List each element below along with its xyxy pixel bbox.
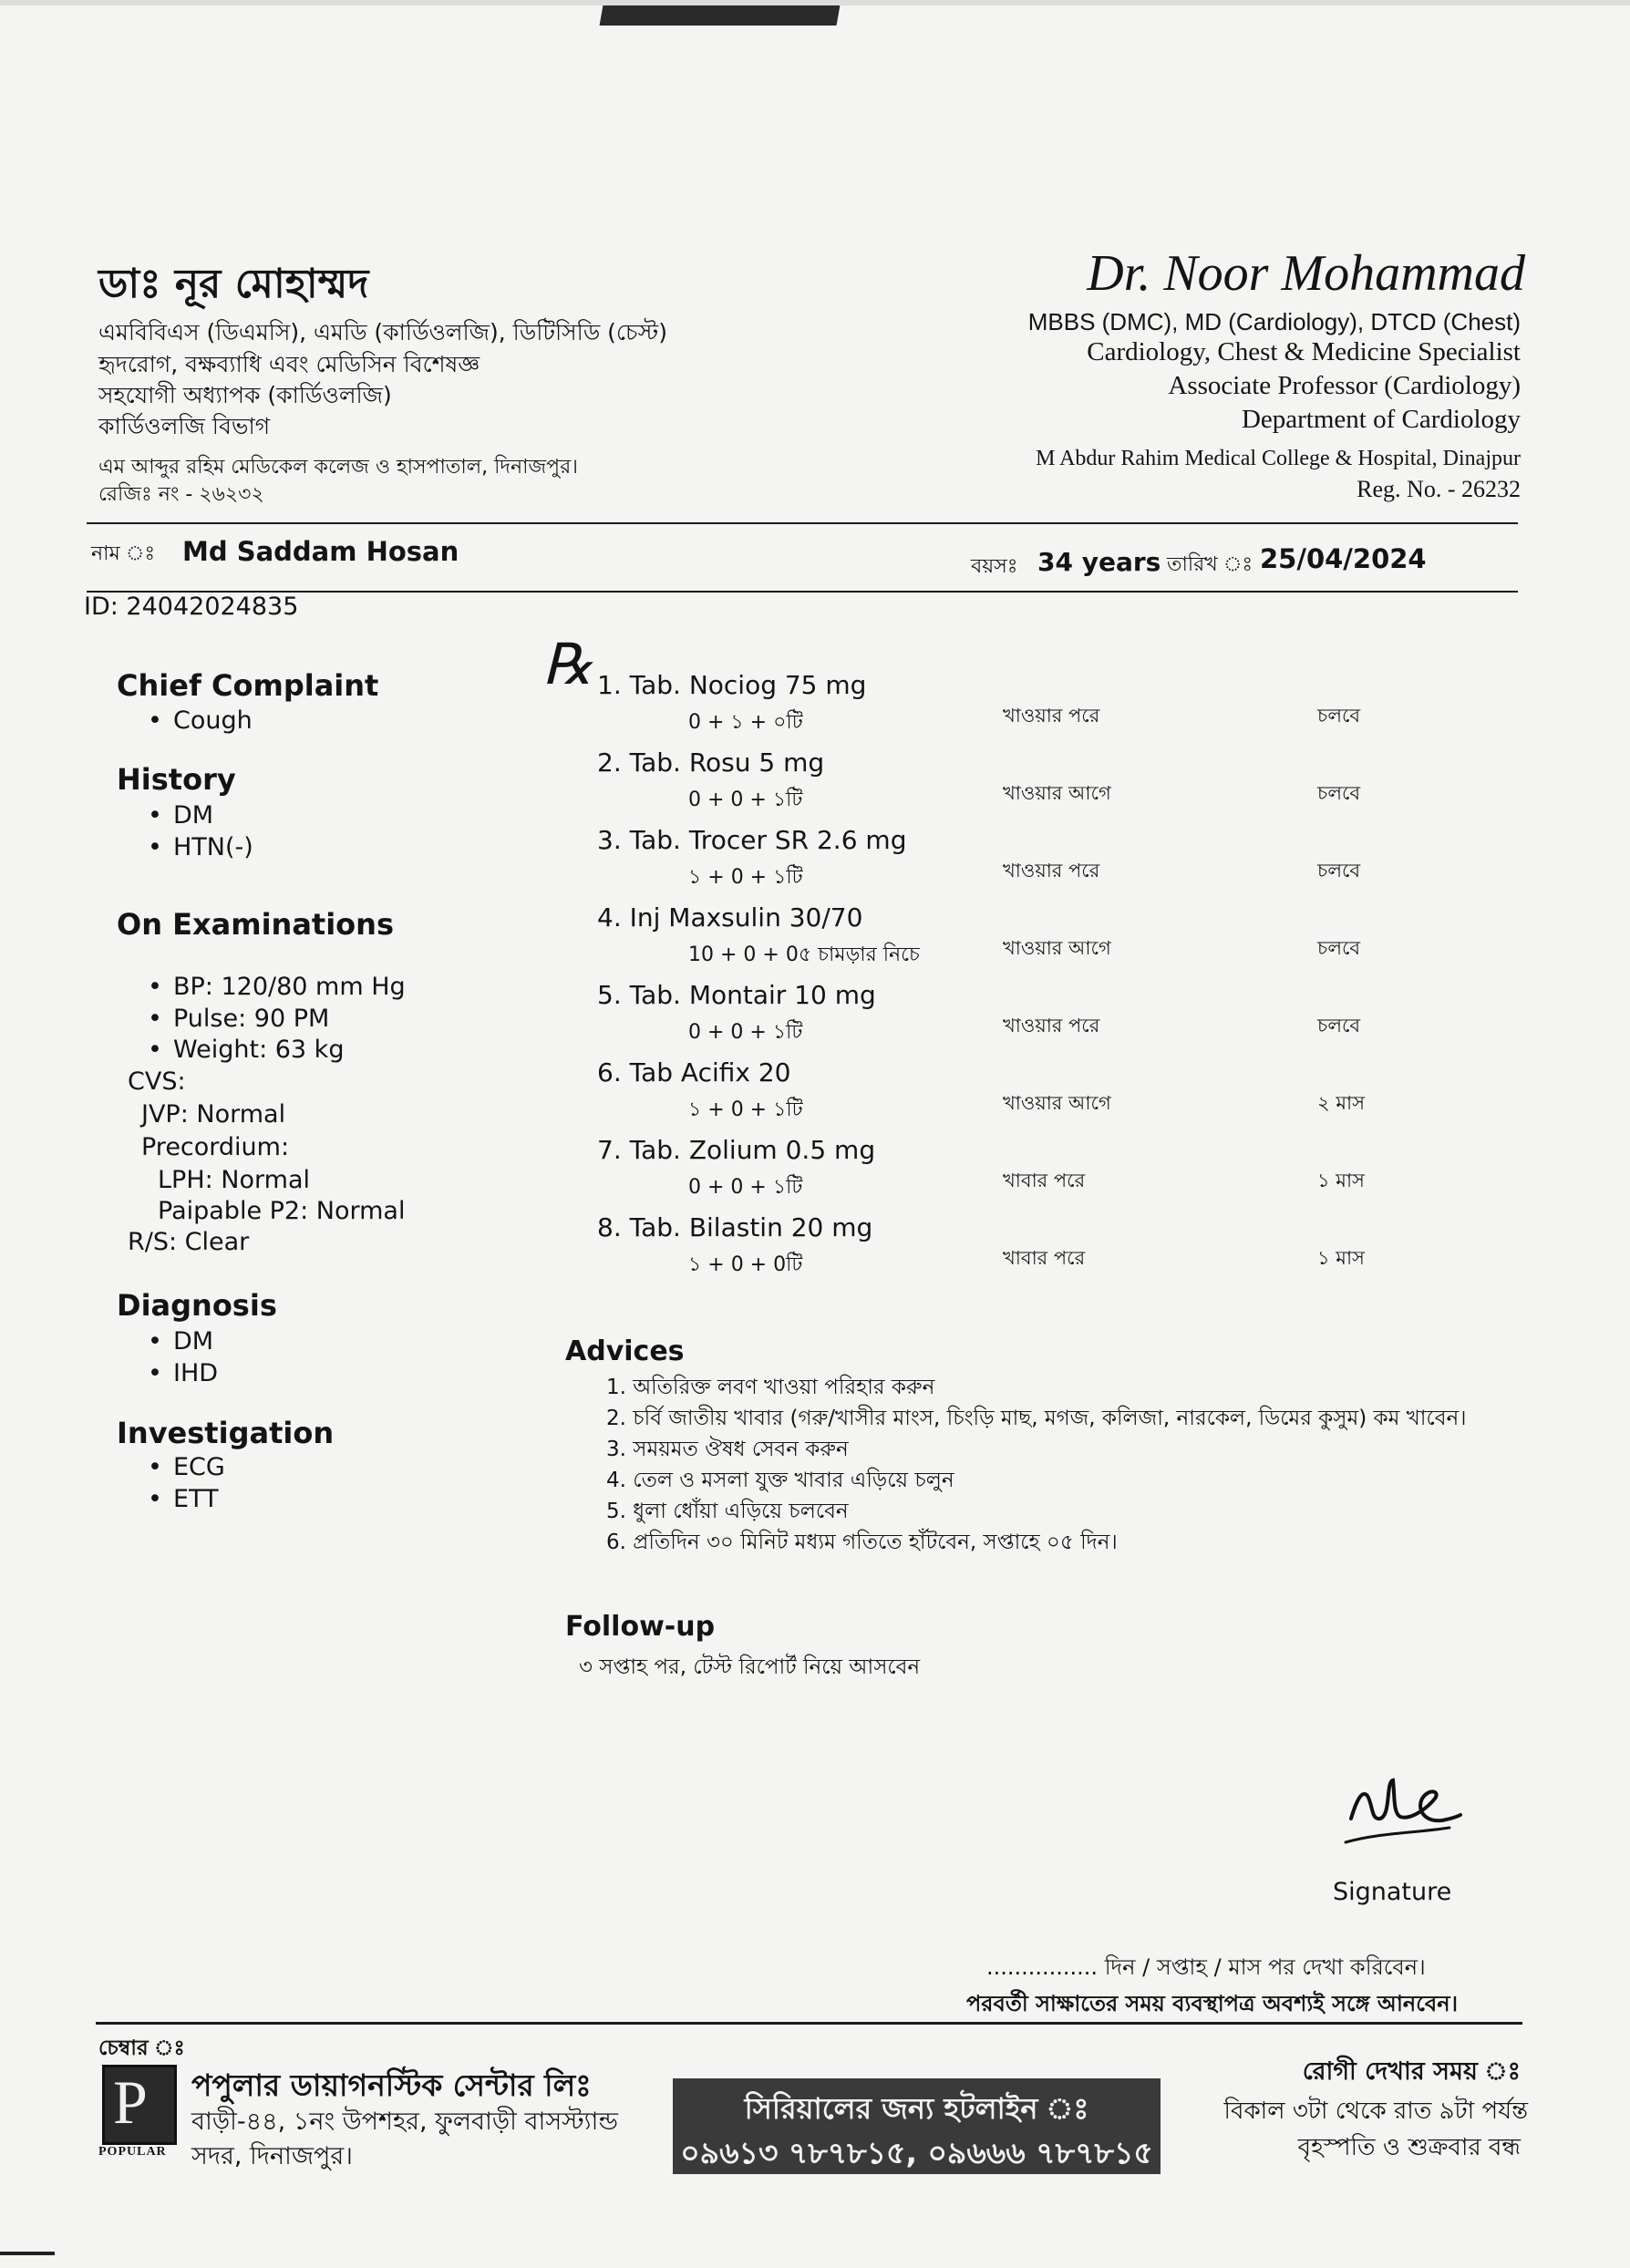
patient-name: Md Saddam Hosan: [182, 536, 459, 567]
examinations-title: On Examinations: [117, 907, 394, 942]
bottom-edge-mark: [0, 2252, 55, 2255]
duration: চলবে: [1317, 937, 1361, 959]
prescription-row: [597, 902, 1418, 975]
list-item: • IHD: [137, 1358, 218, 1390]
chamber-label: চেম্বার ঃ: [98, 2036, 185, 2060]
next-visit-note: পরবর্তী সাক্ষাতের সময় ব্যবস্থাপত্র অবশ্যই সঙ্গে আনবেন।: [966, 1991, 1459, 2016]
patient-rule: [87, 591, 1518, 593]
dosage-schedule: 0 + 0 + ১টি: [688, 1021, 803, 1044]
diagnosis-title: Diagnosis: [117, 1288, 277, 1323]
diagnosis-list: [137, 1326, 218, 1389]
duration: ১ মাস: [1317, 1247, 1365, 1269]
hotline-title: সিরিয়ালের জন্য হটলাইন ঃ: [744, 2091, 1089, 2126]
patient-age: 34 years: [1037, 547, 1161, 577]
footer-rule: [96, 2022, 1522, 2025]
diagnostic-center-address-1: বাড়ী-৪৪, ১নং উপশহর, ফুলবাড়ী বাসস্ট্যান্ড: [191, 2108, 618, 2136]
doctor-reg-bn: রেজিঃ নং - ২৬২৩২: [98, 483, 264, 506]
hotline-numbers: ০৯৬১৩ ৭৮৭৮১৫, ০৯৬৬৬ ৭৮৭৮১৫: [680, 2135, 1153, 2170]
logo-letter: P: [113, 2067, 148, 2137]
jvp-finding: JVP: Normal: [141, 1100, 286, 1129]
patient-name-label: নাম ঃ: [91, 542, 156, 565]
meal-timing: খাওয়ার পরে: [1003, 860, 1100, 881]
visiting-time-line: বিকাল ৩টা থেকে রাত ৯টা পর্যন্ত: [1223, 2098, 1528, 2125]
medicine-name: 3. Tab. Trocer SR 2.6 mg: [597, 825, 907, 855]
doctor-position-en: Associate Professor (Cardiology): [1168, 371, 1521, 400]
chief-complaint-title: Chief Complaint: [117, 668, 379, 703]
medicine-name: 5. Tab. Montair 10 mg: [597, 980, 876, 1010]
dosage-schedule: 0 + 0 + ১টি: [688, 1176, 803, 1199]
list-item: • HTN(-): [137, 832, 253, 864]
duration: চলবে: [1317, 705, 1361, 727]
doctor-department-en: Department of Cardiology: [1241, 405, 1521, 434]
doctor-reg-en: Reg. No. - 26232: [1357, 476, 1521, 502]
prescription-row: [597, 825, 1418, 898]
doctor-degrees-en: MBBS (DMC), MD (Cardiology), DTCD (Chest): [1027, 308, 1521, 335]
meal-timing: খাবার পরে: [1003, 1247, 1086, 1269]
signature-mark: [1340, 1764, 1468, 1850]
doctor-position-bn: সহযোগী অধ্যাপক (কার্ডিওলজি): [98, 382, 392, 408]
patient-age-label: বয়সঃ: [971, 555, 1018, 578]
history-title: History: [117, 762, 236, 797]
closed-days: বৃহস্পতি ও শুক্রবার বন্ধ: [1297, 2134, 1521, 2161]
medicine-name: 8. Tab. Bilastin 20 mg: [597, 1212, 873, 1242]
meal-timing: খাওয়ার আগে: [1003, 782, 1111, 804]
investigation-title: Investigation: [117, 1416, 335, 1450]
prescription-row: [597, 980, 1418, 1053]
list-item: • ECG: [137, 1452, 225, 1484]
chief-complaint-list: [137, 706, 253, 737]
advice-item: 4. তেল ও মসলা যুক্ত খাবার এড়িয়ে চলুন: [606, 1469, 954, 1492]
doctor-specialty-en: Cardiology, Chest & Medicine Specialist: [1087, 337, 1521, 366]
doctor-name-bn: ডাঃ নূর মোহাম্মদ: [98, 261, 369, 307]
dosage-schedule: 0 + ১ + ০টি: [688, 711, 803, 734]
meal-timing: খাওয়ার আগে: [1003, 937, 1111, 959]
dosage-schedule: ১ + 0 + ১টি: [688, 1098, 803, 1121]
dosage-schedule: ১ + 0 + ১টি: [688, 866, 803, 889]
signature-label: Signature: [1333, 1878, 1452, 1906]
doctor-name-en: Dr. Noor Mohammad: [1087, 245, 1525, 302]
duration: ১ মাস: [1317, 1170, 1365, 1191]
p2-finding: Paipable P2: Normal: [158, 1197, 406, 1225]
duration: চলবে: [1317, 782, 1361, 804]
doctor-specialty-bn: হৃদরোগ, বক্ষব্যাধি এবং মেডিসিন বিশেষজ্ঞ: [98, 351, 480, 377]
prescription-row: [597, 670, 1418, 743]
revisit-line: ................ দিন / সপ্তাহ / মাস পর দেখা করিবেন।: [986, 1954, 1426, 1980]
rs-finding: R/S: Clear: [128, 1228, 250, 1256]
list-item: • Cough: [137, 706, 253, 737]
prescription-row: [597, 747, 1418, 820]
page-top-edge: [0, 0, 1630, 5]
investigation-list: [137, 1452, 225, 1515]
list-item: • Weight: 63 kg: [137, 1035, 406, 1067]
list-item: • ETT: [137, 1484, 225, 1516]
meal-timing: খাওয়ার পরে: [1003, 705, 1100, 727]
doctor-institution-bn: এম আব্দুর রহিম মেডিকেল কলেজ ও হাসপাতাল, দিনাজপুর।: [98, 456, 579, 479]
diagnostic-center-address-2: সদর, দিনাজপুর।: [191, 2142, 353, 2170]
precordium-label: Precordium:: [141, 1133, 290, 1161]
dosage-schedule: 0 + 0 + ১টি: [688, 789, 803, 811]
history-list: [137, 800, 253, 863]
advice-item: 6. প্রতিদিন ৩০ মিনিট মধ্যম গতিতে হাঁটবেন, সপ্তাহে ০৫ দিন।: [606, 1531, 1118, 1554]
hotline-box: [673, 2078, 1161, 2174]
list-item: • BP: 120/80 mm Hg: [137, 972, 406, 1004]
patient-date: 25/04/2024: [1260, 543, 1427, 574]
prescription-row: [597, 1135, 1418, 1208]
cvs-label: CVS:: [128, 1067, 186, 1096]
duration: চলবে: [1317, 860, 1361, 881]
advices-list: [606, 1372, 1472, 1558]
logo-text: POPULAR: [98, 2145, 167, 2159]
medicine-name: 2. Tab. Rosu 5 mg: [597, 747, 825, 778]
advices-title: Advices: [565, 1335, 685, 1367]
meal-timing: খাবার পরে: [1003, 1170, 1086, 1191]
meal-timing: খাওয়ার আগে: [1003, 1092, 1111, 1114]
duration: চলবে: [1317, 1015, 1361, 1036]
list-item: • DM: [137, 800, 253, 832]
popular-logo: [98, 2065, 181, 2165]
medicine-name: 1. Tab. Nociog 75 mg: [597, 670, 867, 700]
patient-date-label: তারিখ ঃ: [1167, 553, 1253, 576]
prescription-row: [597, 1057, 1418, 1130]
followup-text: ৩ সপ্তাহ পর, টেস্ট রিপোর্ট নিয়ে আসবেন: [579, 1655, 921, 1679]
advice-item: 5. ধুলা ধোঁয়া এড়িয়ে চলবেন: [606, 1500, 849, 1523]
doctor-institution-en: M Abdur Rahim Medical College & Hospital, Dinajpur: [1036, 447, 1521, 470]
lph-finding: LPH: Normal: [158, 1166, 310, 1194]
dosage-schedule: 10 + 0 + 0৫ চামড়ার নিচে: [688, 943, 920, 966]
medicine-name: 7. Tab. Zolium 0.5 mg: [597, 1135, 876, 1165]
meal-timing: খাওয়ার পরে: [1003, 1015, 1100, 1036]
list-item: • DM: [137, 1326, 218, 1358]
doctor-department-bn: কার্ডিওলজি বিভাগ: [98, 413, 271, 439]
prescription-row: [597, 1212, 1418, 1285]
advice-item: 3. সময়মত ঔষধ সেবন করুন: [606, 1438, 849, 1461]
advice-item: 2. চর্বি জাতীয় খাবার (গরু/খাসীর মাংস, চিংড়ি মাছ, মগজ, কলিজা, নারকেল, ডিমের কুসুম) কম খাবেন।: [606, 1407, 1467, 1430]
list-item: • Pulse: 90 PM: [137, 1004, 406, 1036]
rx-symbol: ℞: [542, 631, 593, 697]
visiting-time-title: রোগী দেখার সময় ঃ: [1302, 2057, 1521, 2086]
advice-item: 1. অতিরিক্ত লবণ খাওয়া পরিহার করুন: [606, 1376, 935, 1399]
examinations-list: [137, 972, 406, 1067]
diagnostic-center-name: পপুলার ডায়াগনস্টিক সেন্টার লিঃ: [191, 2067, 592, 2103]
patient-id: ID: 24042024835: [84, 593, 299, 621]
dosage-schedule: ১ + 0 + 0টি: [688, 1253, 803, 1276]
duration: ২ মাস: [1317, 1092, 1365, 1114]
medicine-name: 4. Inj Maxsulin 30/70: [597, 902, 863, 933]
followup-title: Follow-up: [565, 1611, 716, 1643]
medicine-name: 6. Tab Acifix 20: [597, 1057, 791, 1088]
doctor-degrees-bn: এমবিবিএস (ডিএমসি), এমডি (কার্ডিওলজি), ডিটিসিডি (চেস্ট): [98, 319, 667, 345]
header-rule: [87, 522, 1518, 524]
